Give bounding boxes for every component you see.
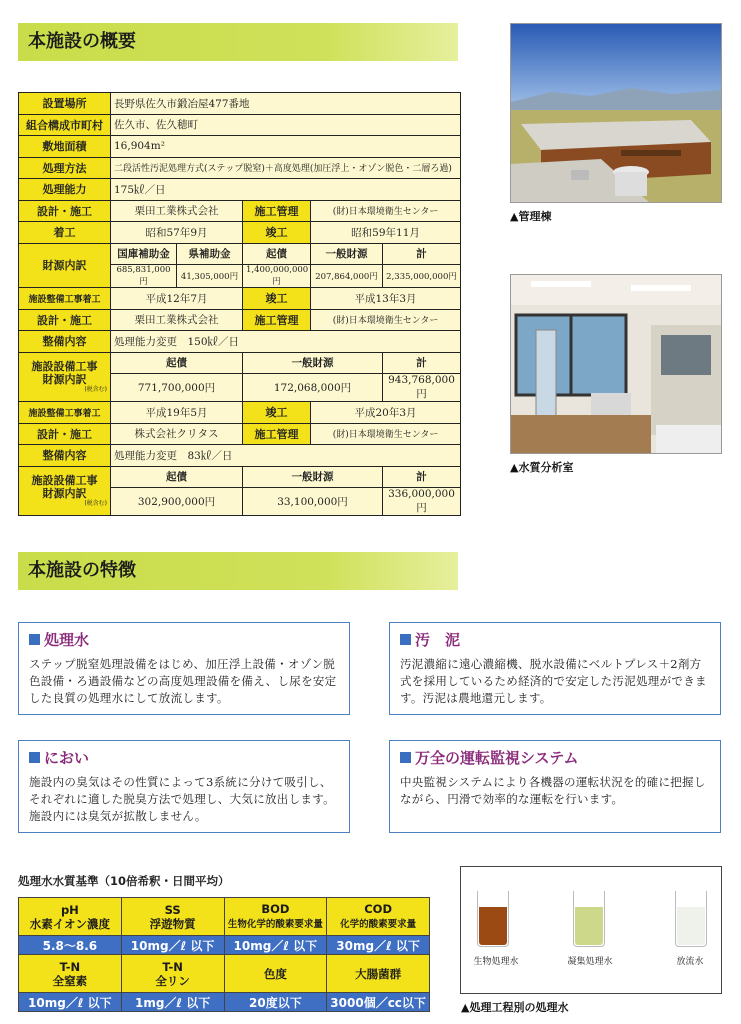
label-location: 設置場所 — [19, 93, 111, 115]
wq-tp-name: 全リン — [155, 973, 190, 988]
beaker-discharge — [675, 891, 707, 947]
wq-tp-code: T-N — [162, 959, 183, 974]
label-method: 処理方法 — [19, 157, 111, 179]
feature-treated-water-title — [29, 629, 339, 650]
row-design2 — [19, 309, 461, 331]
water-quality-table — [18, 897, 430, 1012]
feature-monitoring — [389, 740, 721, 833]
row-funding2-head — [19, 352, 461, 374]
row-design1 — [19, 200, 461, 222]
funding2-head-0: 起債 — [111, 352, 243, 374]
funding1-val-1: 41,305,000円 — [177, 265, 243, 288]
funding1-val-4: 2,335,000,000円 — [383, 265, 461, 288]
label-supervision3: 施工管理 — [243, 423, 311, 445]
funding1-val-0: 685,831,000円 — [111, 265, 177, 288]
value-start2: 平成12年7月 — [111, 288, 243, 310]
beaker-liquid — [677, 907, 705, 945]
funding3-val-0: 302,900,000円 — [111, 488, 243, 516]
row-start1 — [19, 222, 461, 244]
wq-coliform-header: 大腸菌群 — [327, 955, 430, 993]
wq-ph-name: 水素イオン濃度 — [29, 916, 110, 931]
wq-ph-code: pH — [60, 902, 79, 917]
square-bullet-icon — [400, 752, 411, 763]
wq-color-value: 20度以下 — [224, 993, 327, 1012]
funding1-head-1: 県補助金 — [177, 243, 243, 265]
label-capacity: 処理能力 — [19, 179, 111, 201]
treated-water-samples — [460, 866, 722, 994]
wq-ss-name: 浮遊物質 — [149, 916, 196, 931]
funding2-val-0: 771,700,000円 — [111, 374, 243, 402]
label-start3: 施設整備工事着工 — [19, 402, 111, 424]
label-content3: 整備内容 — [19, 445, 111, 467]
square-bullet-icon — [400, 634, 411, 645]
value-supervision1: (財)日本環境衛生センター — [311, 200, 461, 222]
row-members — [19, 114, 461, 136]
label-supervision1: 施工管理 — [243, 200, 311, 222]
label-start1: 着工 — [19, 222, 111, 244]
wq-ph-header — [19, 898, 122, 936]
row-method — [19, 157, 461, 179]
wq-tn-name: 全窒素 — [52, 973, 88, 988]
label-complete2: 竣工 — [243, 288, 311, 310]
label-funding3-line2: 財源内訳 — [42, 487, 87, 501]
overview-table — [18, 92, 461, 516]
value-design3: 株式会社クリタス — [111, 423, 243, 445]
funding1-val-2: 1,400,000,000円 — [243, 265, 311, 288]
value-start1: 昭和57年9月 — [111, 222, 243, 244]
value-content2: 処理能力変更 150㎘／日 — [111, 331, 461, 353]
feature-odor — [18, 740, 350, 833]
label-design3: 設計・施工 — [19, 423, 111, 445]
beaker-label-biological: 生物処理水 — [473, 957, 519, 967]
wq-coliform-value: 3000個／cc以下 — [327, 993, 430, 1012]
label-start2: 施設整備工事着工 — [19, 288, 111, 310]
beaker-liquid — [575, 907, 603, 945]
funding2-val-2: 943,768,000円 — [383, 374, 461, 402]
wq-tp-header — [121, 955, 224, 993]
value-complete3: 平成20年3月 — [311, 402, 461, 424]
feature-treated-water-body: ステップ脱窒処理設備をはじめ、加圧浮上設備・オゾン脱色設備・ろ過設備などの高度処理設備を備え、し尿を安定した良質の処理水にして放流します。 — [29, 657, 337, 705]
wq-color-header: 色度 — [224, 955, 327, 993]
label-funding3-note: (税含む) — [84, 500, 107, 508]
feature-odor-label: におい — [44, 749, 90, 767]
funding1-head-3: 一般財源 — [311, 243, 383, 265]
row-start2 — [19, 288, 461, 310]
wq-tp-value: 1mg／ℓ 以下 — [121, 993, 224, 1012]
value-complete2: 平成13年3月 — [311, 288, 461, 310]
samples-caption: ▲処理工程別の処理水 — [461, 1001, 569, 1014]
row-start3 — [19, 402, 461, 424]
admin-building-caption: ▲管理棟 — [510, 210, 552, 223]
wq-cod-code: COD — [364, 901, 392, 916]
lab-photo — [510, 274, 722, 454]
beaker-label-coagulation: 凝集処理水 — [567, 957, 613, 967]
row-area — [19, 136, 461, 158]
feature-sludge — [389, 622, 721, 715]
lab-caption: ▲水質分析室 — [510, 461, 574, 474]
funding3-head-0: 起債 — [111, 466, 243, 488]
wq-tn-header — [19, 955, 122, 993]
row-content2 — [19, 331, 461, 353]
feature-odor-title — [29, 747, 339, 768]
feature-monitoring-body: 中央監視システムにより各機器の運転状況を的確に把握しながら、円滑で効率的な運転を行います。 — [400, 775, 706, 806]
feature-odor-body: 施設内の臭気はその性質によって3系統に分けて吸引し、それぞれに適した脱臭方法で処理し、大気に放出します。施設内には臭気が拡散しません。 — [29, 775, 335, 823]
feature-treated-water-label: 処理水 — [44, 631, 90, 649]
funding1-head-0: 国庫補助金 — [111, 243, 177, 265]
label-funding3-line1: 施設設備工事 — [31, 474, 98, 488]
label-funding1: 財源内訳 — [19, 243, 111, 288]
wq-ph-value: 5.8～8.6 — [19, 936, 122, 955]
wq-bod-code: BOD — [261, 901, 290, 916]
label-members: 組合構成市町村 — [19, 114, 111, 136]
funding2-head-2: 計 — [383, 352, 461, 374]
wq-header-row2 — [19, 955, 430, 993]
funding2-head-1: 一般財源 — [243, 352, 383, 374]
value-members: 佐久市、佐久穂町 — [111, 114, 461, 136]
label-funding2-line1: 施設設備工事 — [31, 360, 98, 374]
feature-sludge-body: 汚泥濃縮に遠心濃縮機、脱水設備にベルトプレス＋2剤方式を採用しているため経済的で安定した汚泥処理ができます。汚泥は農地還元します。 — [400, 657, 707, 705]
value-method: 二段活性汚泥処理方式(ステップ脱窒)＋高度処理(加圧浮上・オゾン脱色・二層ろ過) — [111, 157, 461, 179]
funding1-head-4: 計 — [383, 243, 461, 265]
row-funding3-head — [19, 466, 461, 488]
wq-bod-value: 10mg／ℓ 以下 — [224, 936, 327, 955]
value-supervision2: (財)日本環境衛生センター — [311, 309, 461, 331]
funding3-head-2: 計 — [383, 466, 461, 488]
square-bullet-icon — [29, 752, 40, 763]
label-funding2-line2: 財源内訳 — [42, 373, 87, 387]
value-content3: 処理能力変更 83㎘／日 — [111, 445, 461, 467]
label-funding3 — [19, 466, 111, 516]
label-funding2-note: (税含む) — [84, 386, 107, 394]
wq-header-row1 — [19, 898, 430, 936]
wq-value-row2 — [19, 993, 430, 1012]
value-area: 16,904m² — [111, 136, 461, 158]
label-complete1: 竣工 — [243, 222, 311, 244]
label-area: 敷地面積 — [19, 136, 111, 158]
value-complete1: 昭和59年11月 — [311, 222, 461, 244]
row-location — [19, 93, 461, 115]
value-start3: 平成19年5月 — [111, 402, 243, 424]
feature-treated-water — [18, 622, 350, 715]
wq-tn-code: T-N — [59, 959, 81, 974]
feature-monitoring-label: 万全の運転監視システム — [415, 749, 579, 767]
wq-cod-value: 30mg／ℓ 以下 — [327, 936, 430, 955]
label-supervision2: 施工管理 — [243, 309, 311, 331]
row-funding1-head — [19, 243, 461, 265]
feature-sludge-label: 汚 泥 — [415, 631, 461, 649]
label-funding2 — [19, 352, 111, 402]
beaker-coagulation — [573, 891, 605, 947]
funding3-val-1: 33,100,000円 — [243, 488, 383, 516]
funding3-val-2: 336,000,000円 — [383, 488, 461, 516]
row-design3 — [19, 423, 461, 445]
label-content2: 整備内容 — [19, 331, 111, 353]
wq-cod-header — [327, 898, 430, 936]
row-content3 — [19, 445, 461, 467]
features-heading: 本施設の特徴 — [18, 552, 458, 590]
funding1-head-2: 起債 — [243, 243, 311, 265]
funding1-val-3: 207,864,000円 — [311, 265, 383, 288]
funding3-head-1: 一般財源 — [243, 466, 383, 488]
wq-ss-value: 10mg／ℓ 以下 — [121, 936, 224, 955]
value-design2: 栗田工業株式会社 — [111, 309, 243, 331]
wq-ss-code: SS — [164, 902, 181, 917]
value-capacity: 175㎘／日 — [111, 179, 461, 201]
value-location: 長野県佐久市鍛冶屋477番地 — [111, 93, 461, 115]
row-capacity — [19, 179, 461, 201]
wq-tn-value: 10mg／ℓ 以下 — [19, 993, 122, 1012]
beaker-label-discharge: 放流水 — [676, 957, 704, 967]
wq-bod-name: 生物化学的酸素要求量 — [227, 918, 323, 930]
admin-building-photo — [510, 23, 722, 203]
funding2-val-1: 172,068,000円 — [243, 374, 383, 402]
water-quality-title: 処理水水質基準（10倍希釈・日間平均） — [18, 874, 230, 888]
wq-bod-header — [224, 898, 327, 936]
value-design1: 栗田工業株式会社 — [111, 200, 243, 222]
label-design2: 設計・施工 — [19, 309, 111, 331]
label-design1: 設計・施工 — [19, 200, 111, 222]
feature-monitoring-title — [400, 747, 710, 768]
wq-cod-name: 化学的酸素要求量 — [340, 918, 417, 930]
beaker-biological — [477, 891, 509, 947]
feature-sludge-title — [400, 629, 710, 650]
square-bullet-icon — [29, 634, 40, 645]
wq-ss-header — [121, 898, 224, 936]
label-complete3: 竣工 — [243, 402, 311, 424]
value-supervision3: (財)日本環境衛生センター — [311, 423, 461, 445]
beaker-liquid — [479, 907, 507, 945]
overview-heading: 本施設の概要 — [18, 23, 458, 61]
wq-value-row1 — [19, 936, 430, 955]
